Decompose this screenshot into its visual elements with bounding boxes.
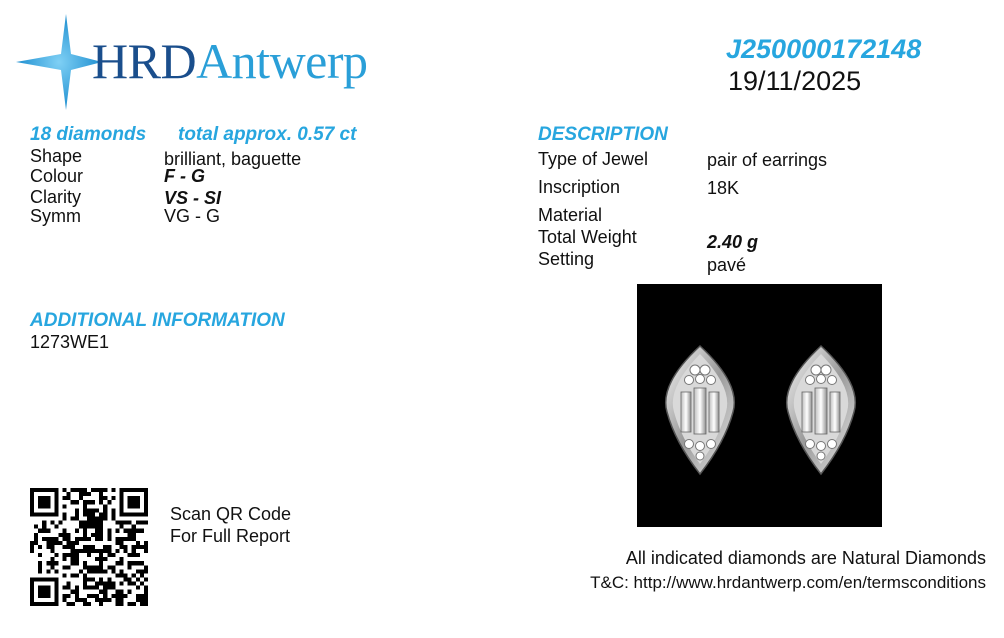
hrd-logo: [14, 12, 394, 112]
setting-label: Setting: [538, 249, 595, 269]
shape-label: Shape: [30, 146, 83, 166]
logo-brand-primary: HRD: [92, 33, 197, 89]
natural-diamonds-note: All indicated diamonds are Natural Diamonds: [625, 548, 986, 568]
type-of-jewel-value: pair of earrings: [707, 150, 828, 170]
additional-info-value: 1273WE1: [30, 332, 110, 352]
clarity-value: VS - SI: [164, 188, 222, 208]
shape-value: brilliant, baguette: [164, 149, 302, 169]
symm-label: Symm: [30, 206, 81, 226]
diamond-total-weight: total approx. 0.57 ct: [178, 124, 357, 145]
total-weight-value: 2.40 g: [707, 232, 759, 252]
report-date: 19/11/2025: [728, 66, 862, 96]
additional-info-heading: ADDITIONAL INFORMATION: [30, 310, 285, 331]
diamond-count: 18 diamonds: [30, 124, 147, 145]
logo-wordmark: [92, 32, 368, 90]
colour-value: F - G: [164, 166, 205, 186]
qr-caption-line1: Scan QR Code: [170, 504, 292, 524]
total-weight-label: Total Weight: [538, 227, 637, 247]
terms-link[interactable]: T&C: http://www.hrdantwerp.com/en/termsconditions: [590, 573, 986, 592]
logo-brand-secondary: Antwerp: [196, 33, 368, 89]
symm-value: VG - G: [164, 206, 221, 226]
type-of-jewel-label: Type of Jewel: [538, 149, 649, 169]
earrings-photo: [637, 284, 882, 527]
description-heading: DESCRIPTION: [538, 124, 668, 145]
star-sparkle-icon: [14, 12, 104, 112]
inscription-label: Inscription: [538, 177, 621, 197]
clarity-label: Clarity: [30, 187, 82, 207]
inscription-value: 18K: [707, 178, 740, 198]
setting-value: pavé: [707, 255, 747, 275]
right-earring: [787, 346, 856, 474]
material-label: Material: [538, 205, 603, 225]
report-number: J250000172148: [726, 34, 922, 64]
qr-caption-line2: For Full Report: [170, 526, 291, 546]
qr-code[interactable]: [30, 488, 148, 606]
colour-label: Colour: [30, 166, 84, 186]
left-earring: [666, 346, 735, 474]
